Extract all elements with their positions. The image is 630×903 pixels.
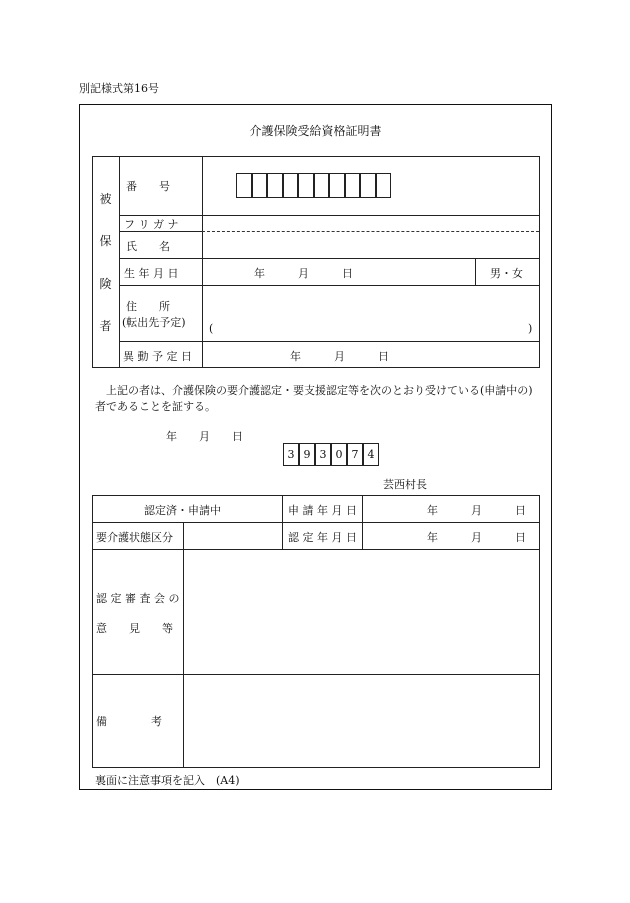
move-date-field[interactable]: 年 月 日 [290,350,389,363]
number-label: 番 号 [126,180,170,193]
number-box[interactable] [298,173,314,198]
remarks-field[interactable] [184,675,539,767]
care-level-field[interactable] [184,523,281,549]
number-box[interactable] [360,173,376,198]
application-date-label: 申 請 年 月 日 [288,504,357,517]
furigana-label: フ リ ガ ナ [124,217,179,231]
furigana-dashed-line [202,231,539,232]
cert-digit: 3 [315,443,331,466]
name-label: 氏 名 [126,240,170,253]
gender-select[interactable]: 男・女 [490,267,523,280]
cert-digit: 0 [331,443,347,466]
cert-digit: 9 [299,443,315,466]
number-box[interactable] [252,173,268,198]
issuer-name: 芸西村長 [383,478,427,491]
address-paren-close: ) [528,322,533,335]
birth-date-field[interactable]: 年 月 日 [254,267,353,280]
page-title: 介護保険受給資格証明書 [249,124,382,138]
cert-digit: 3 [283,443,299,466]
address-paren-open: ( [209,322,214,335]
approval-date-field[interactable]: 年 月 日 [427,531,526,544]
number-box[interactable] [376,173,392,198]
number-box[interactable] [314,173,330,198]
number-box[interactable] [236,173,252,198]
form-number: 別記様式第16号 [79,82,159,95]
committee-opinion-field[interactable] [184,550,539,674]
move-date-label: 異 動 予 定 日 [123,350,192,363]
certification-date[interactable]: 年 月 日 [166,430,243,443]
number-box[interactable] [283,173,299,198]
remarks-label: 備 考 [96,715,162,728]
number-box[interactable] [345,173,361,198]
status-select[interactable]: 認定済・申請中 [144,504,221,517]
address-sublabel: (転出先予定) [122,316,186,329]
cert-digit: 4 [363,443,379,466]
cert-digit: 7 [347,443,363,466]
number-box[interactable] [267,173,283,198]
footer-note: 裏面に注意事項を記入 (A4) [95,774,240,787]
approval-date-label: 認 定 年 月 日 [288,531,357,544]
committee-label-2: 意 見 等 [96,622,173,635]
committee-label: 認 定 審 査 会 の [96,592,180,605]
address-label: 住 所 [126,300,170,313]
number-box[interactable] [329,173,345,198]
birth-label: 生 年 月 日 [124,267,179,280]
certification-statement: 上記の者は、介護保険の要介護認定・要支援認定等を次のとおり受けている(申請中の)者であることを証する。 [95,384,533,413]
insured-label: 被 保 険 者 [99,191,112,334]
application-date-field[interactable]: 年 月 日 [427,504,526,517]
care-level-label: 要介護状態区分 [96,531,173,544]
